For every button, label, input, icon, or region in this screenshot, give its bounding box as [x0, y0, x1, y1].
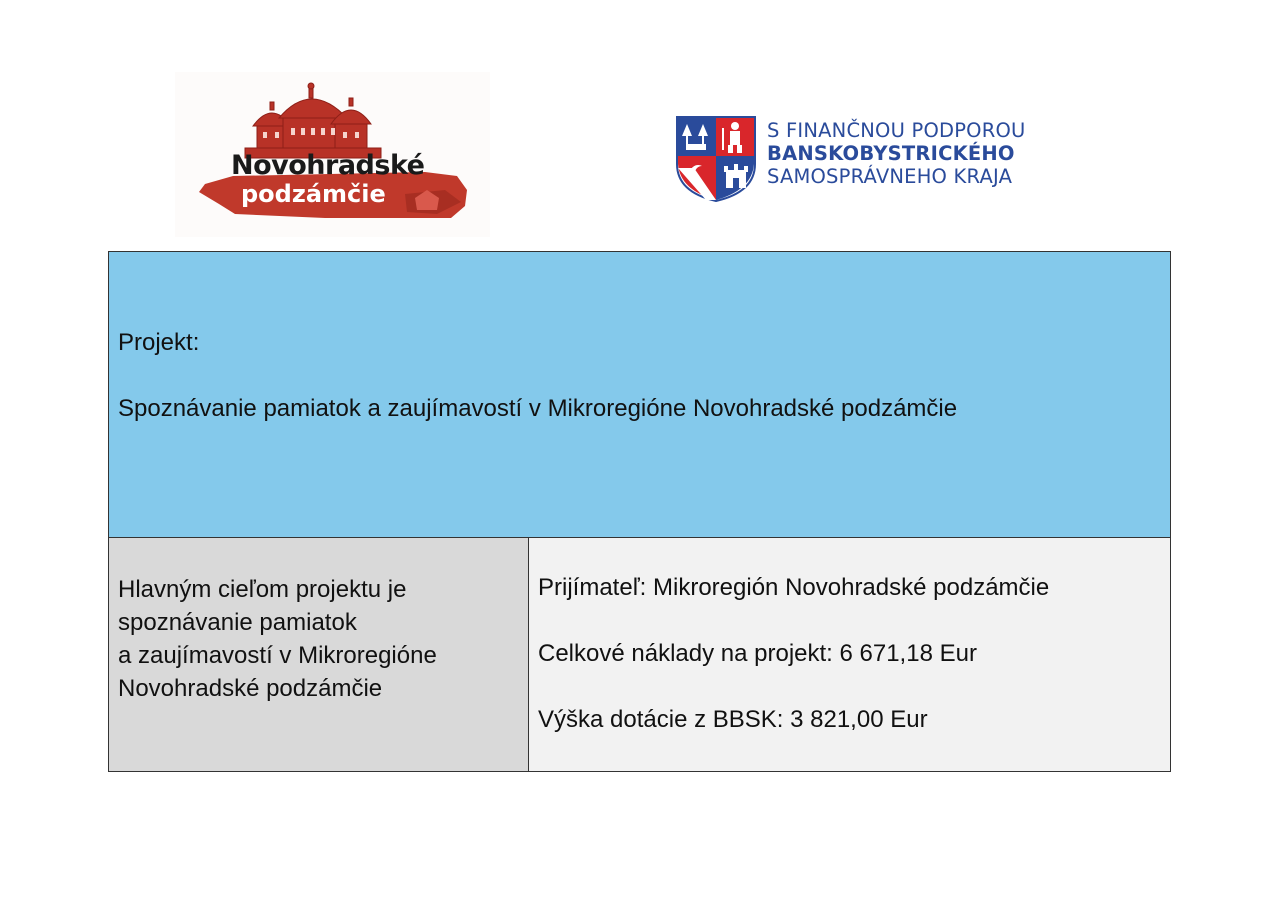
goal-line: a zaujímavostí v Mikroregióne: [118, 642, 437, 669]
goal-cell: [109, 538, 529, 771]
total-costs-text: Celkové náklady na projekt: 6 671,18 Eur: [538, 640, 977, 667]
project-info-table: [108, 251, 1171, 772]
goal-line: Novohradské podzámčie: [118, 675, 383, 702]
support-line-2: BANSKOBYSTRICKÉHO: [767, 142, 1015, 165]
support-text: [767, 119, 1025, 188]
project-band: [109, 252, 1170, 538]
goal-text: [118, 573, 518, 705]
support-line-1: S FINANČNOU PODPOROU: [767, 119, 1026, 142]
goal-line: Hlavným cieľom projektu je: [118, 576, 407, 603]
bbsk-support-logo: [676, 116, 1076, 202]
details-cell: [529, 538, 1170, 771]
support-line-3: SAMOSPRÁVNEHO KRAJA: [767, 165, 1013, 188]
novohradske-podzamcie-logo: [175, 72, 490, 237]
coat-of-arms-icon: [676, 116, 756, 202]
subsidy-text: Výška dotácie z BBSK: 3 821,00 Eur: [538, 706, 928, 733]
logo-name-line1: Novohradské: [231, 150, 425, 181]
logo-name-line2: podzámčie: [241, 180, 386, 208]
recipient-text: Prijímateľ: Mikroregión Novohradské podzámčie: [538, 574, 1050, 601]
goal-line: spoznávanie pamiatok: [118, 609, 357, 636]
project-label: Projekt:: [118, 329, 200, 356]
project-name: Spoznávanie pamiatok a zaujímavostí v Mikroregióne Novohradské podzámčie: [118, 395, 958, 422]
